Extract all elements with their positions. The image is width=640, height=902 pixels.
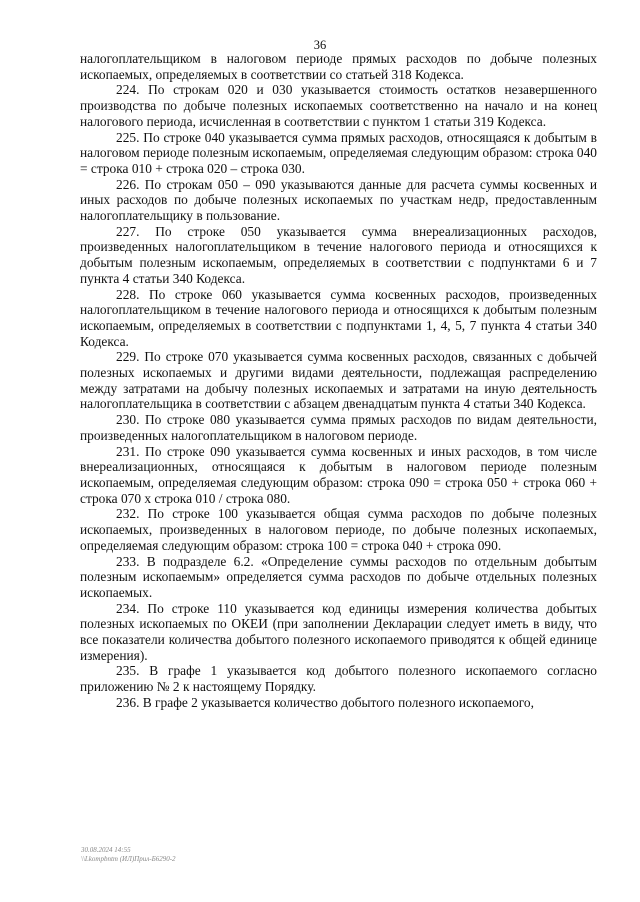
footer-stamp [81,846,176,864]
paragraph-225: 225. По строке 040 указывается сумма прямых расходов, относящаяся к добытым в налоговом периоде полезным ископаемым, определяемая следующим образом: строка 040 = строка 010 + строка 020 – строка 030. [80,129,597,176]
document-body [80,51,597,711]
footer-doc-ref: \\Lkompbntm (ИЛ)Прил-Б6290-2 [81,855,176,863]
paragraph-229: 229. По строке 070 указывается сумма косвенных расходов, связанных с добычей полезных ископаемых и другими видами деятельности, подлежащая распределению между затратами на добычу полезных ископаемых и затратами на иную деятельность налогоплательщика в соответствии с абзацем двенадцатым пункта 4 статьи 340 Кодекса. [80,349,597,412]
paragraph-232: 232. По строке 100 указывается общая сумма расходов по добыче полезных ископаемых, произведенных в налоговом периоде, по добыче полезных ископаемых, определяемая следующим образом: строка 100 = строка 040 + строка 090. [80,506,597,553]
paragraph-231: 231. По строке 090 указывается сумма косвенных и иных расходов, в том числе внереализационных, относящаяся к добытым в налоговом периоде полезным ископаемым, определяемая следующим образом: строка 090 = строка 050 + строка 060 + строка 070 х строка 010 / строка 080. [80,443,597,506]
paragraph-226: 226. По строкам 050 – 090 указываются данные для расчета суммы косвенных и иных расходов по добыче полезных ископаемых по участкам недр, предоставленным налогоплательщику в пользование. [80,176,597,224]
footer-timestamp: 30.08.2024 14:55 [81,846,131,854]
paragraph-233: 233. В подразделе 6.2. «Определение суммы расходов по отдельным добытым полезным ископаемым» определяется сумма расходов по добыче отдельных полезных ископаемых. [80,553,597,600]
paragraph-227: 227. По строке 050 указывается сумма внереализационных расходов, произведенных налогоплательщиком в течение налогового периода и относящихся к добытым полезным ископаемым, определяемых в соответствии с подпунктами 6 и 7 пункта 4 статьи 340 Кодекса. [80,223,597,286]
paragraph-228: 228. По строке 060 указывается сумма косвенных расходов, произведенных налогоплательщиком в течение налогового периода и относящихся к добытым полезным ископаемым, определяемых в соответствии с подпунктами 1, 4, 5, 7 пункта 4 статьи 340 Кодекса. [80,286,597,349]
paragraph-234: 234. По строке 110 указывается код единицы измерения количества добытых полезных ископаемых по ОКЕИ (при заполнении Декларации следует иметь в виду, что все показатели количества добытого полезного ископаемого приводятся к общей единице измерения). [80,600,597,663]
paragraph-224: 224. По строкам 020 и 030 указывается стоимость остатков незавершенного производства по добыче полезных ископаемых соответственно на начало и на конец налогового периода, исчисленная в соответствии с пунктом 1 статьи 319 Кодекса. [80,82,597,129]
paragraph-236: 236. В графе 2 указывается количество добытого полезного ископаемого, [116,694,534,710]
paragraph-230: 230. По строке 080 указывается сумма прямых расходов по видам деятельности, произведенных налогоплательщиком в налоговом периоде. [80,412,597,443]
page-number: 36 [313,38,327,52]
paragraph-235: 235. В графе 1 указывается код добытого полезного ископаемого согласно приложению № 2 к настоящему Порядку. [80,663,597,695]
paragraph-continuation: налогоплательщиком в налоговом периоде прямых расходов по добыче полезных ископаемых, определяемых в соответствии со статьей 318 Кодекса. [80,51,597,82]
